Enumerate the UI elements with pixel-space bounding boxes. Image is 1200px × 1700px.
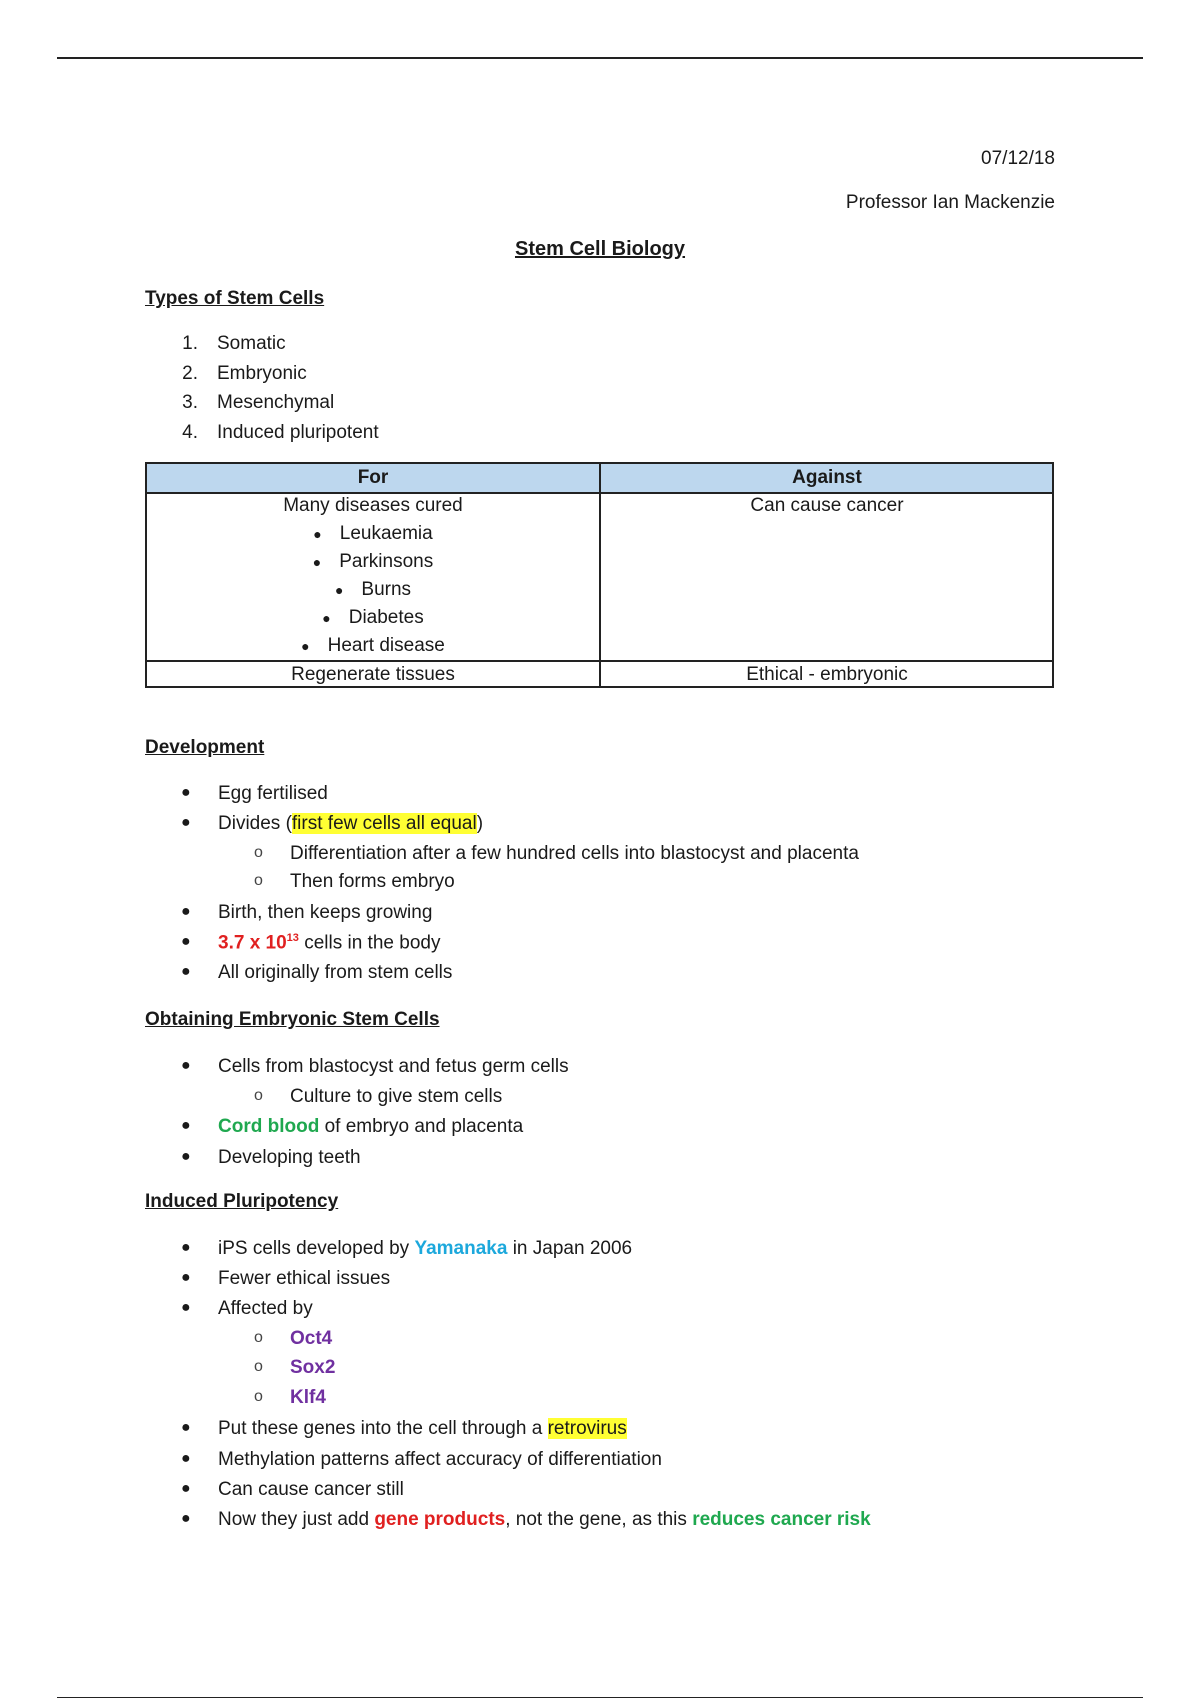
for-main: Many diseases cured [283, 495, 463, 516]
author: Professor Ian Mackenzie [845, 192, 1055, 213]
obtaining-heading: Obtaining Embryonic Stem Cells [145, 1009, 440, 1030]
for-bullet: ● Leukaemia [313, 523, 433, 544]
for-against-table [145, 462, 1054, 688]
for-bullet: ● Parkinsons [312, 551, 434, 572]
for-bullet: ● Diabetes [322, 607, 424, 628]
types-heading: Types of Stem Cells [145, 288, 325, 309]
top-rule [57, 57, 1143, 59]
date: 07/12/18 [981, 148, 1055, 169]
for-bullet: ● Burns [334, 579, 412, 600]
development-heading: Development [145, 737, 265, 758]
induced-heading: Induced Pluripotency [145, 1191, 339, 1212]
header-for: For [357, 467, 389, 488]
page-title: Stem Cell Biology [514, 238, 686, 260]
against-main: Can cause cancer [750, 495, 904, 516]
against-row2: Ethical - embryonic [746, 664, 908, 685]
for-bullet: ● Heart disease [301, 635, 445, 656]
highlight: retrovirus [547, 1418, 627, 1439]
highlight: first few cells all equal [291, 813, 477, 834]
bottom-rule [57, 1697, 1143, 1698]
header-against: Against [792, 467, 862, 488]
for-row2: Regenerate tissues [291, 664, 455, 685]
